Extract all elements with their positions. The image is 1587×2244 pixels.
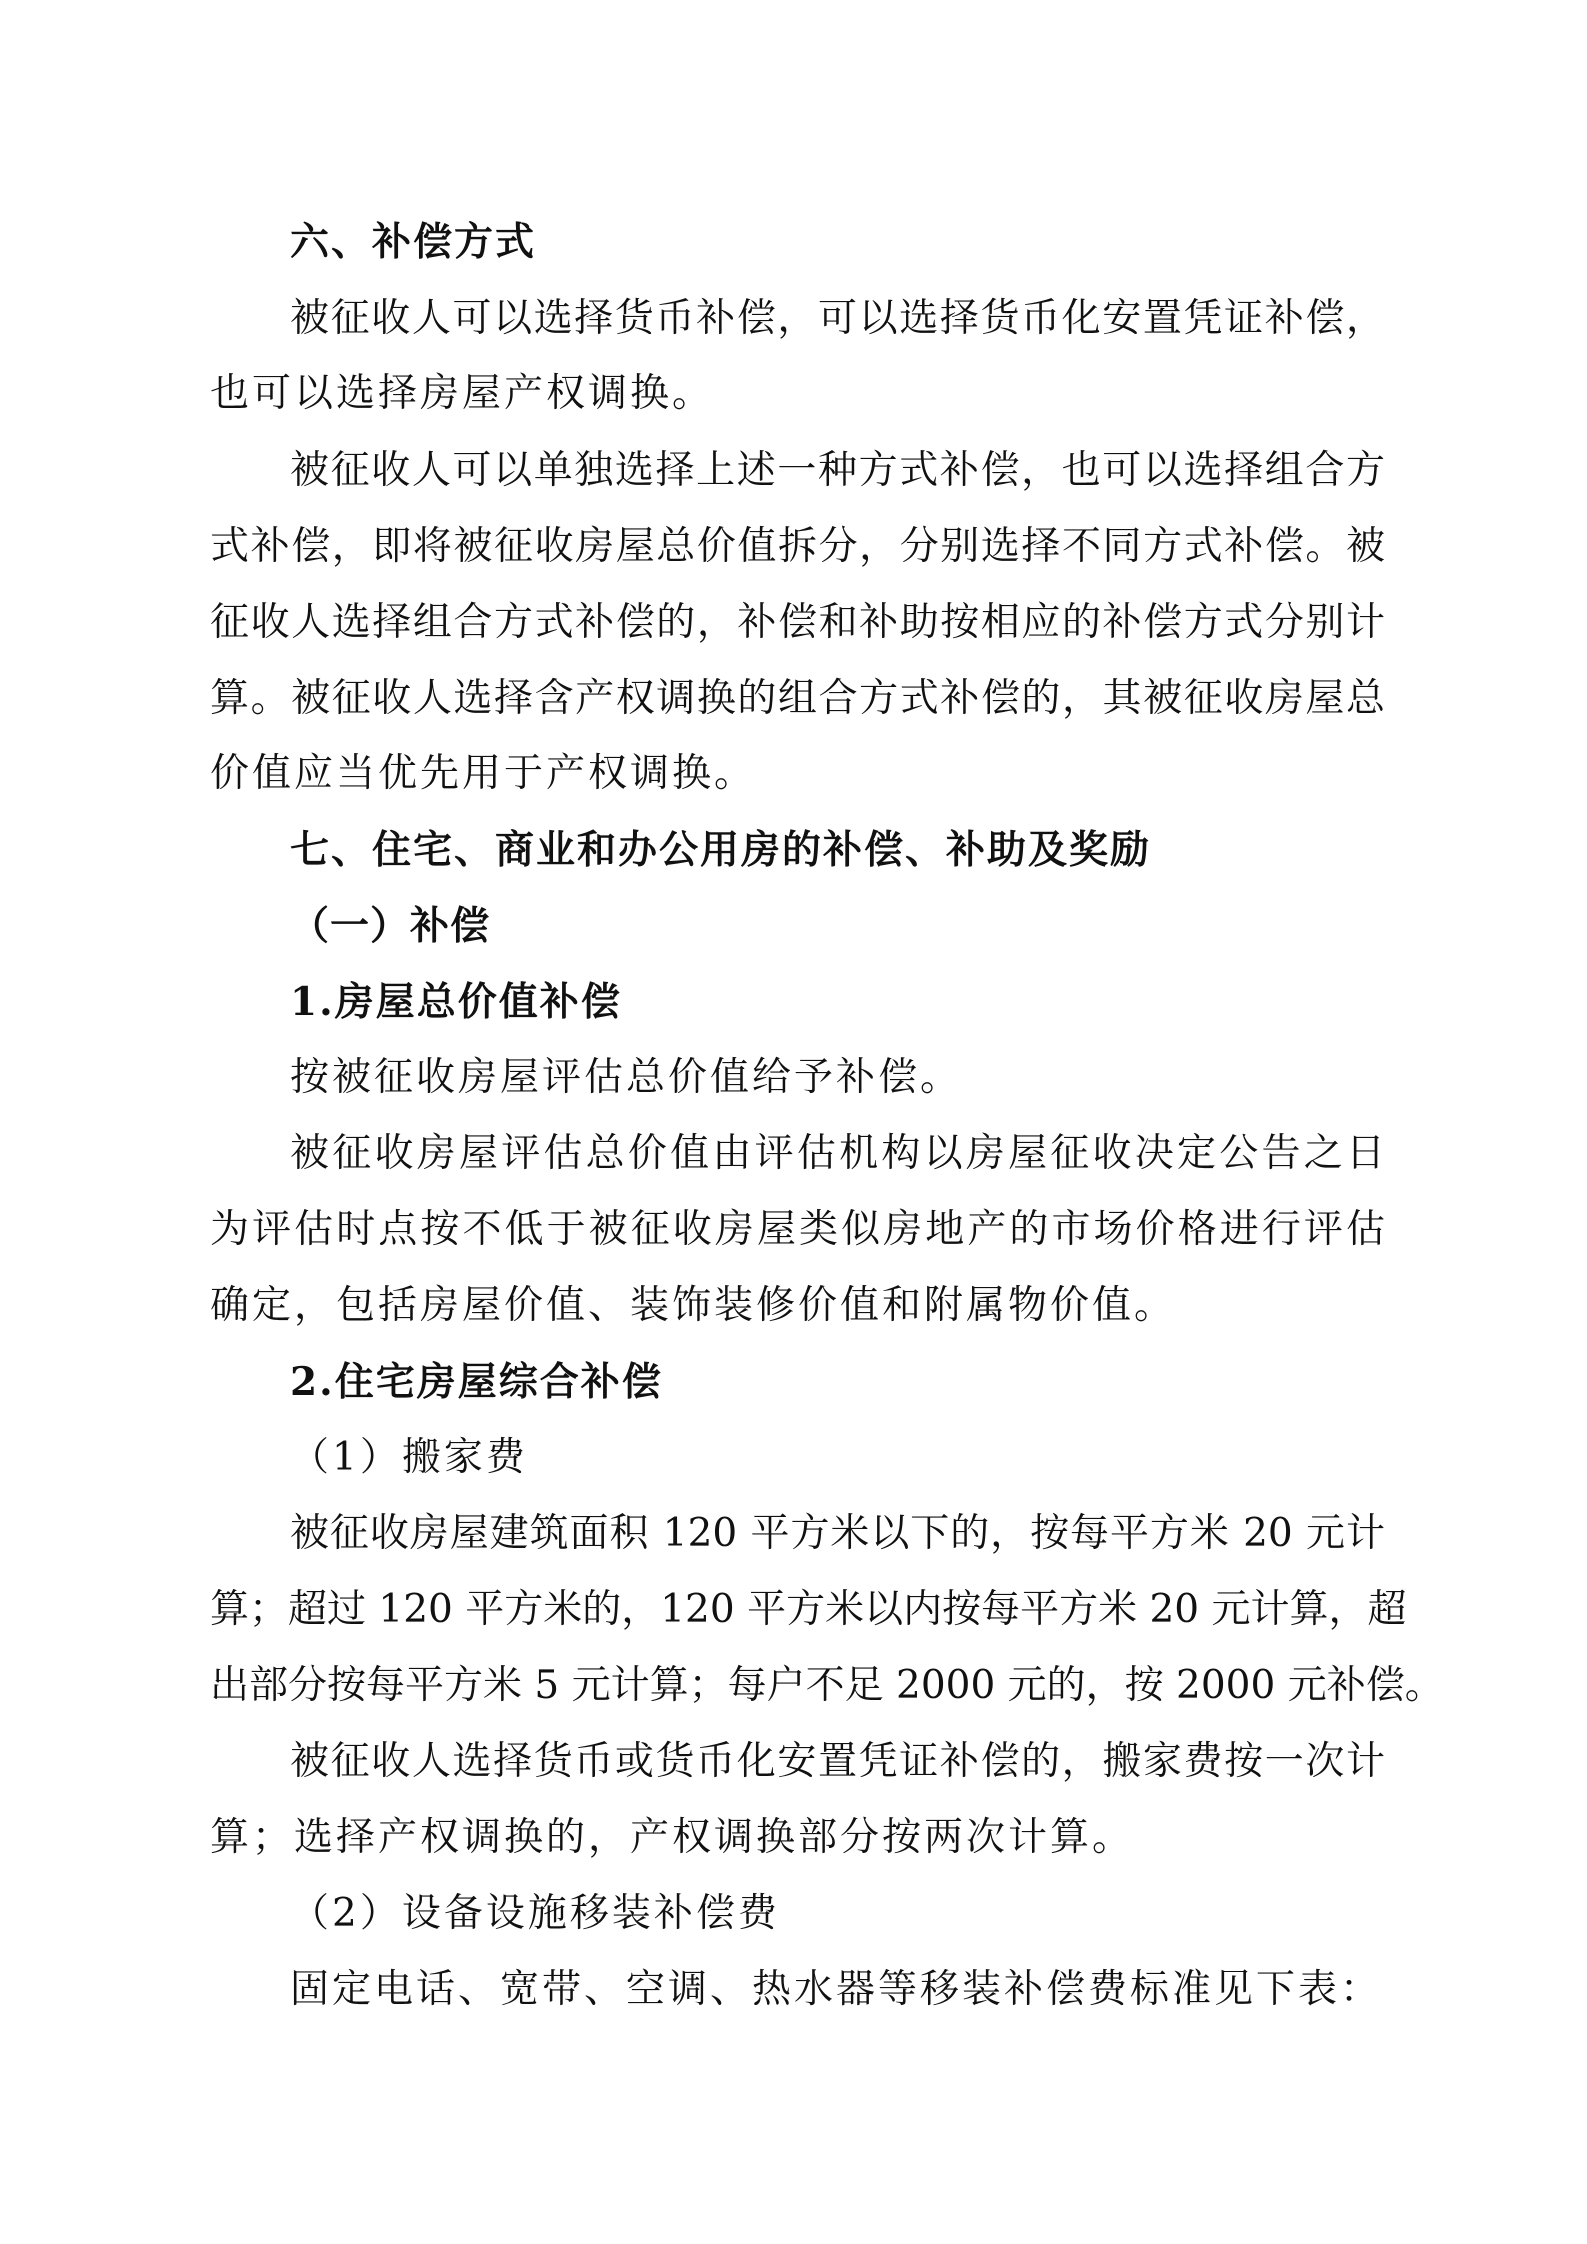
sub-item-heading: （2）设备设施移装补偿费 <box>290 1891 780 1936</box>
paragraph-line: 被征收房屋评估总价值由评估机构以房屋征收决定公告之日 <box>290 1131 1385 1176</box>
paragraph-line: 被征收人选择货币或货币化安置凭证补偿的，搬家费按一次计 <box>290 1739 1385 1784</box>
section-heading: 六、补偿方式 <box>290 219 537 265</box>
paragraph-line: 式补偿，即将被征收房屋总价值拆分，分别选择不同方式补偿。被 <box>210 524 1385 569</box>
paragraph-line: 被征收人可以单独选择上述一种方式补偿，也可以选择组合方 <box>290 448 1385 493</box>
paragraph-line: 算；选择产权调换的，产权调换部分按两次计算。 <box>210 1815 1135 1860</box>
paragraph-line: 也可以选择房屋产权调换。 <box>210 371 715 416</box>
paragraph-line: 算；超过 120 平方米的，120 平方米以内按每平方米 20 元计算，超 <box>210 1587 1407 1632</box>
paragraph-line: 确定，包括房屋价值、装饰装修价值和附属物价值。 <box>210 1283 1177 1328</box>
item-heading: 1.房屋总价值补偿 <box>290 979 622 1025</box>
paragraph-line: 算。被征收人选择含产权调换的组合方式补偿的，其被征收房屋总 <box>210 676 1385 721</box>
paragraph-line: 出部分按每平方米 5 元计算；每户不足 2000 元的，按 2000 元补偿。 <box>210 1663 1444 1708</box>
paragraph-line: 被征收房屋建筑面积 120 平方米以下的，按每平方米 20 元计 <box>290 1511 1385 1556</box>
paragraph-line: 价值应当优先用于产权调换。 <box>210 751 757 796</box>
section-heading: 七、住宅、商业和办公用房的补偿、补助及奖励 <box>290 827 1152 873</box>
paragraph-line: 征收人选择组合方式补偿的，补偿和补助按相应的补偿方式分别计 <box>210 600 1385 645</box>
paragraph-line: 固定电话、宽带、空调、热水器等移装补偿费标准见下表： <box>290 1967 1383 2012</box>
item-heading: 2.住宅房屋综合补偿 <box>290 1359 663 1405</box>
paragraph-line: 为评估时点按不低于被征收房屋类似房地产的市场价格进行评估 <box>210 1207 1385 1252</box>
subsection-heading: （一）补偿 <box>290 903 491 949</box>
paragraph-line: 被征收人可以选择货币补偿，可以选择货币化安置凭证补偿， <box>290 296 1385 341</box>
paragraph-line: 按被征收房屋评估总价值给予补偿。 <box>290 1055 963 1100</box>
sub-item-heading: （1）搬家费 <box>290 1435 528 1480</box>
